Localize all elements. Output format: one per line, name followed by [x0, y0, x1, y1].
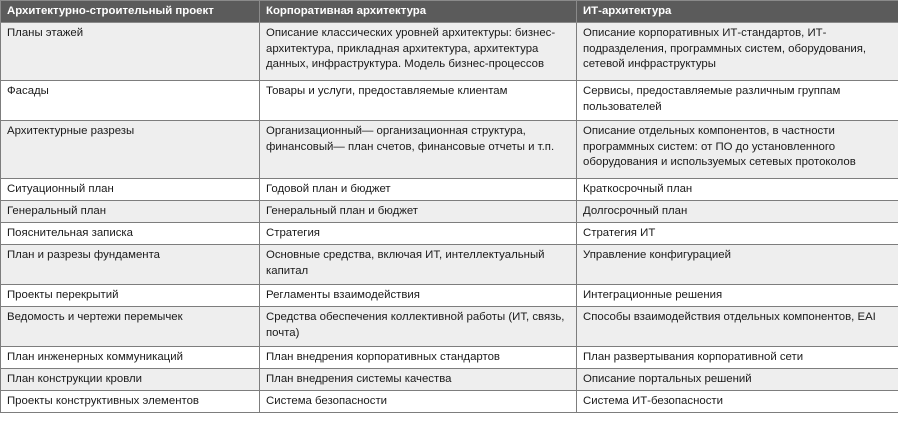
cell-construction: Ситуационный план — [1, 179, 260, 201]
cell-enterprise: Стратегия — [260, 223, 577, 245]
cell-enterprise: Генеральный план и бюджет — [260, 201, 577, 223]
cell-construction: Архитектурные разрезы — [1, 121, 260, 179]
cell-enterprise: Система безопасности — [260, 391, 577, 413]
cell-it: Сервисы, предоставляемые различным группам пользователей — [577, 81, 898, 121]
cell-it: Описание корпоративных ИТ-стандартов, ИТ-подразделения, программных систем, оборудования, сетевой инфраструктуры — [577, 23, 898, 81]
cell-enterprise: Основные средства, включая ИТ, интеллектуальный капитал — [260, 245, 577, 285]
header-row — [1, 1, 898, 23]
cell-it: Описание отдельных компонентов, в частности программных систем: от ПО до установленного оборудования и используемых сетевых протоколов — [577, 121, 898, 179]
table-row — [1, 307, 898, 347]
cell-it: Стратегия ИТ — [577, 223, 898, 245]
header-it: ИТ-архитектура — [577, 1, 898, 23]
table-row — [1, 81, 898, 121]
table-row — [1, 347, 898, 369]
cell-enterprise: Товары и услуги, предоставляемые клиентам — [260, 81, 577, 121]
cell-construction: Генеральный план — [1, 201, 260, 223]
table-row — [1, 223, 898, 245]
table-row — [1, 201, 898, 223]
table-row — [1, 285, 898, 307]
header-construction: Архитектурно-строительный проект — [1, 1, 260, 23]
table-row — [1, 23, 898, 81]
cell-it: Описание портальных решений — [577, 369, 898, 391]
table-row — [1, 245, 898, 285]
cell-construction: Проекты конструктивных элементов — [1, 391, 260, 413]
header-enterprise: Корпоративная архитектура — [260, 1, 577, 23]
table-row — [1, 369, 898, 391]
cell-construction: План и разрезы фундамента — [1, 245, 260, 285]
table-row — [1, 179, 898, 201]
cell-enterprise: План внедрения системы качества — [260, 369, 577, 391]
cell-enterprise: Регламенты взаимодействия — [260, 285, 577, 307]
cell-it: Система ИТ-безопасности — [577, 391, 898, 413]
cell-it: Управление конфигурацией — [577, 245, 898, 285]
cell-construction: План инженерных коммуникаций — [1, 347, 260, 369]
cell-it: Краткосрочный план — [577, 179, 898, 201]
cell-it: План развертывания корпоративной сети — [577, 347, 898, 369]
table-row — [1, 121, 898, 179]
cell-construction: Планы этажей — [1, 23, 260, 81]
cell-it: Интеграционные решения — [577, 285, 898, 307]
cell-construction: План конструкции кровли — [1, 369, 260, 391]
cell-construction: Проекты перекрытий — [1, 285, 260, 307]
cell-enterprise: Средства обеспечения коллективной работы (ИТ, связь, почта) — [260, 307, 577, 347]
cell-enterprise: Описание классических уровней архитектуры: бизнес-архитектура, прикладная архитектура, архитектура данных, инфраструктура. Модель бизнес-процессов — [260, 23, 577, 81]
cell-enterprise: Годовой план и бюджет — [260, 179, 577, 201]
cell-it: Долгосрочный план — [577, 201, 898, 223]
cell-it: Способы взаимодействия отдельных компонентов, EAI — [577, 307, 898, 347]
cell-construction: Ведомость и чертежи перемычек — [1, 307, 260, 347]
cell-construction: Фасады — [1, 81, 260, 121]
cell-construction: Пояснительная записка — [1, 223, 260, 245]
cell-enterprise: План внедрения корпоративных стандартов — [260, 347, 577, 369]
table-row — [1, 391, 898, 413]
cell-enterprise: Организационный— организационная структура, финансовый— план счетов, финансовые отчеты и т.п. — [260, 121, 577, 179]
